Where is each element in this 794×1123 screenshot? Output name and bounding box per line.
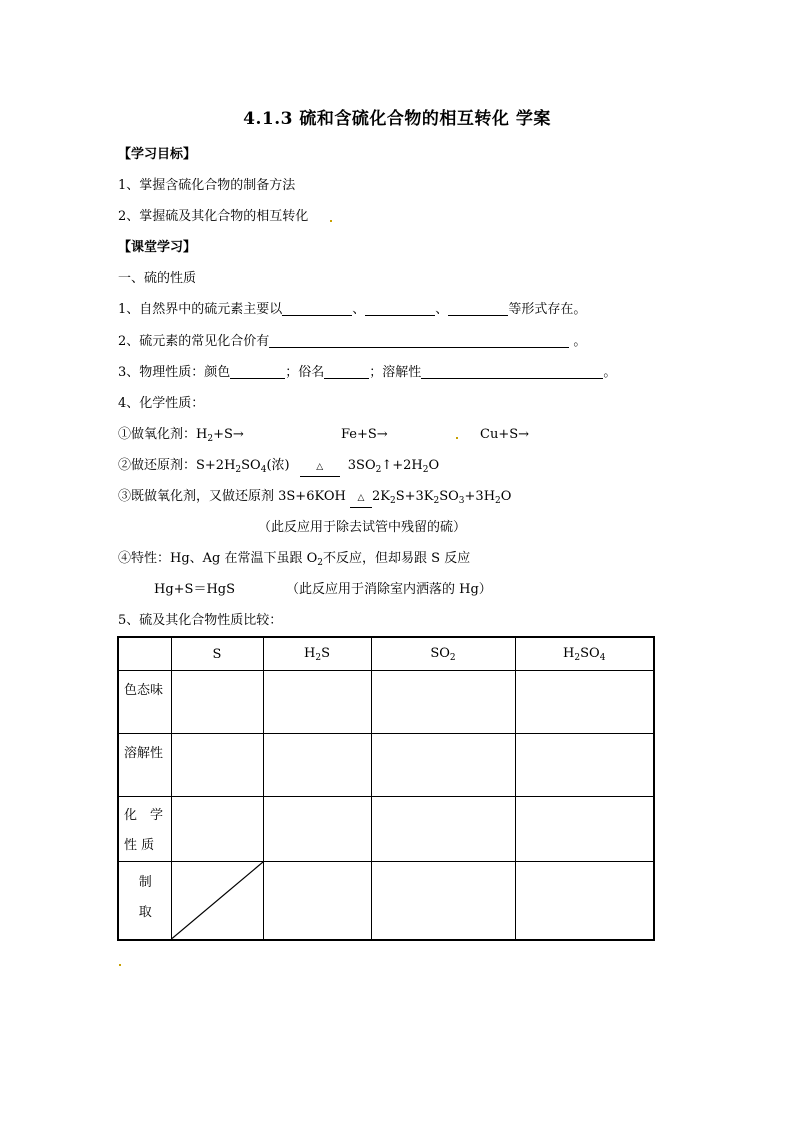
answer-blank[interactable] (230, 364, 285, 379)
reaction-hg-note: （此反应用于消除室内洒落的 Hg） (286, 582, 492, 597)
table-header-cell: $H_2S$ (263, 637, 371, 671)
stray-mark (119, 964, 121, 966)
answer-cell[interactable] (171, 671, 263, 734)
table-row (118, 734, 654, 797)
answer-cell[interactable] (515, 797, 654, 862)
reaction-hg-s: Hg+S＝HgS (154, 582, 236, 597)
reaction-note: （此反应用于除去试管中残留的硫） (258, 520, 467, 535)
comparison-table (117, 636, 655, 941)
page-title: 4.1.3 硫和含硫化合物的相互转化 学案 (243, 109, 551, 129)
section-goals-heading: 【学习目标】 (118, 147, 197, 162)
answer-cell[interactable] (371, 734, 515, 797)
row-label: 溶解性 (118, 734, 171, 797)
reaction-reducer: ②做还原剂：$S+2H_2SO_4$(浓) △ $3SO_2↑+2H_2O$ (118, 458, 440, 475)
answer-cell[interactable] (515, 734, 654, 797)
answer-cell[interactable] (371, 671, 515, 734)
reaction-disproportionation: ③既做氧化剂，又做还原剂 3S+6KOH △ $2K_2S+3K_2SO_3+3H_2O$ (118, 489, 512, 506)
stray-mark (330, 220, 332, 222)
table-header-cell: $H_2SO_4$ (515, 637, 654, 671)
answer-cell[interactable] (371, 797, 515, 862)
diagonal-cell (171, 862, 263, 940)
table-row (118, 797, 654, 862)
table-header-cell: S (171, 637, 263, 671)
answer-blank[interactable] (269, 333, 569, 348)
row-label: 色态味 (118, 671, 171, 734)
answer-blank[interactable] (324, 364, 369, 379)
question-5: 5、硫及其化合物性质比较： (118, 613, 283, 628)
diagonal-line (172, 862, 263, 939)
heat-condition: △ (350, 488, 372, 508)
question-2: 2、硫元素的常见化合价有 。 (118, 334, 587, 349)
answer-blank[interactable] (448, 301, 508, 316)
heat-condition: △ (300, 457, 340, 477)
table-row (118, 671, 654, 734)
reaction-special: ④特性：Hg、Ag 在常温下虽跟 $O_2$不反应，但却易跟 S 反应 (118, 551, 471, 568)
question-4: 4、化学性质： (118, 396, 205, 411)
table-header-cell (118, 637, 171, 671)
row-label: 制 取 (118, 862, 171, 940)
row-label: 化 学 性 质 (118, 797, 171, 862)
answer-cell[interactable] (263, 862, 371, 940)
answer-cell[interactable] (263, 671, 371, 734)
answer-cell[interactable] (263, 797, 371, 862)
answer-cell[interactable] (515, 862, 654, 940)
reaction-cu-s: Cu+S→ (480, 427, 530, 442)
section-class-heading: 【课堂学习】 (118, 240, 197, 255)
answer-blank[interactable] (282, 301, 352, 316)
answer-cell[interactable] (515, 671, 654, 734)
answer-blank[interactable] (421, 364, 603, 379)
answer-cell[interactable] (263, 734, 371, 797)
goal-1: 1、掌握含硫化合物的制备方法 (118, 178, 296, 193)
answer-blank[interactable] (365, 301, 435, 316)
reaction-oxidizer: ①做氧化剂：$H_2+S\to$ (118, 427, 244, 444)
question-3: 3、物理性质：颜色 ；俗名 ；溶解性 。 (118, 365, 617, 380)
answer-cell[interactable] (171, 797, 263, 862)
goal-2: 2、掌握硫及其化合物的相互转化 (118, 209, 309, 224)
answer-cell[interactable] (171, 734, 263, 797)
part1-heading: 一、硫的性质 (118, 271, 197, 286)
table-header-cell: $SO_2$ (371, 637, 515, 671)
table-row (118, 862, 654, 940)
table-header-row (118, 637, 654, 671)
answer-cell[interactable] (371, 862, 515, 940)
question-1: 1、自然界中的硫元素主要以 、 、 等形式存在。 (118, 302, 587, 317)
stray-mark (456, 437, 458, 439)
reaction-fe-s: Fe+S→ (341, 427, 388, 442)
